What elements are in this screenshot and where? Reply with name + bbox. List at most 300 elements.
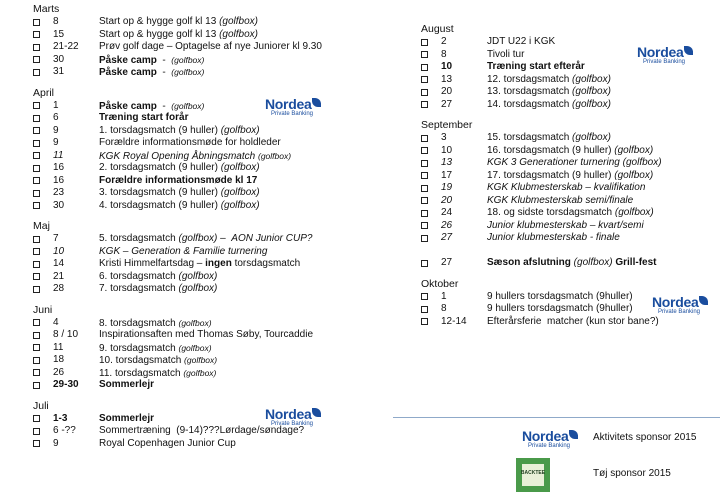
event-date: 13 (441, 157, 453, 168)
event-row (33, 162, 413, 175)
event-text-part: Sæson afslutning (487, 257, 574, 268)
event-text-part: Tivoli tur (487, 48, 525, 60)
event-text-part: 5. torsdagsmatch (99, 233, 179, 244)
event-text-part: 1. torsdagsmatch (9 huller) (99, 124, 221, 136)
checkbox-icon[interactable] (421, 172, 428, 179)
month-section (33, 304, 413, 392)
event-date: 2 (441, 36, 447, 47)
event-text-part: Grill-fest (612, 257, 657, 268)
event-text (487, 207, 654, 220)
event-row (421, 86, 716, 99)
event-date: 21 (53, 270, 65, 282)
event-text-part: Prøv golf dage – Optagelse af nye Juniorer kl 9.30 (99, 41, 322, 52)
event-text-part: JDT U22 i KGK (487, 36, 556, 47)
event-text (487, 157, 662, 170)
event-row (33, 175, 413, 188)
event-date: 6 (53, 112, 59, 123)
event-text (99, 100, 204, 114)
checkbox-icon[interactable] (421, 135, 428, 142)
checkbox-icon[interactable] (33, 382, 40, 389)
checkbox-icon[interactable] (421, 39, 428, 46)
event-text (99, 41, 322, 54)
checkbox-icon[interactable] (421, 64, 428, 71)
event-date: 11 (53, 149, 64, 161)
logo-name: Nordea (265, 96, 312, 112)
event-row (33, 271, 413, 284)
event-text (487, 74, 611, 87)
logo-sub: Private Banking (658, 309, 701, 315)
month-heading: August (421, 23, 454, 35)
event-date: 1 (441, 290, 447, 302)
event-date: 11 (53, 341, 64, 353)
event-text-part: 11. torsdagsmatch (99, 367, 184, 379)
event-row (33, 54, 413, 67)
logo-sub: Private Banking (528, 443, 571, 449)
event-row (421, 207, 716, 220)
event-text-part: (golfbox) (614, 169, 654, 181)
event-date: 8 / 10 (53, 329, 79, 340)
event-text-part: 7. torsdagsmatch (99, 283, 179, 294)
logo-name: Nordea (265, 406, 312, 422)
event-text-part: 9 hullers torsdagsmatch (9huller) (487, 303, 633, 314)
event-text (487, 132, 611, 145)
event-row (421, 232, 716, 245)
month-heading: September (421, 119, 473, 131)
event-text-part: (golfbox) (178, 270, 218, 282)
checkbox-icon[interactable] (33, 56, 40, 63)
event-text-part: (golfbox) (572, 98, 611, 110)
month-section (421, 119, 716, 270)
event-text-part: KGK 3 Generationer turnering (487, 157, 623, 168)
logo-name: Nordea (637, 44, 684, 60)
month-section (33, 87, 413, 213)
event-row (33, 233, 413, 246)
event-row (33, 200, 413, 213)
event-date: 21-22 (53, 41, 79, 52)
event-date: 19 (441, 182, 453, 193)
checkbox-icon[interactable] (421, 222, 428, 229)
event-text-part: (golfbox) (220, 124, 260, 136)
event-date: 27 (441, 232, 453, 243)
event-text-part: 4. torsdagsmatch (9 huller) (99, 199, 221, 211)
event-date: 8 (441, 48, 447, 60)
event-text (99, 271, 217, 284)
event-text-part: - (156, 54, 172, 66)
event-text-part: (golfbox) (220, 162, 260, 173)
event-date: 8 (53, 16, 59, 27)
event-row (33, 100, 413, 113)
event-date: 27 (441, 257, 453, 268)
event-row (33, 329, 413, 342)
event-text-part: 6. torsdagsmatch (99, 270, 179, 282)
event-text-part: (golfbox) (178, 342, 212, 353)
event-date: 23 (53, 187, 65, 198)
event-row (33, 317, 413, 330)
event-text-part: Sommerlejr (99, 379, 155, 390)
event-date: 13 (441, 73, 453, 85)
tshirt-logo-text: BACKTEE (520, 470, 546, 476)
event-text (487, 291, 633, 304)
checkbox-icon[interactable] (421, 235, 428, 242)
event-text (99, 29, 258, 42)
event-text-part: KGK Klubmesterskab semi/finale (487, 194, 634, 206)
event-row (33, 125, 413, 138)
event-text-part: (golfbox) (572, 86, 611, 97)
checkbox-icon[interactable] (421, 89, 428, 96)
event-date: 6 -?? (53, 425, 76, 436)
nordea-logo (265, 96, 331, 122)
event-text-part: (golfbox) (622, 157, 662, 168)
event-text (99, 187, 260, 200)
event-text (99, 379, 154, 392)
event-text (99, 438, 236, 451)
event-text-part: (golfbox) (220, 187, 260, 198)
checkbox-icon[interactable] (33, 190, 40, 197)
event-text (487, 182, 645, 195)
event-text (487, 316, 659, 329)
event-date: 16 (53, 174, 65, 186)
event-date: 24 (441, 207, 453, 218)
checkbox-icon[interactable] (421, 76, 428, 83)
event-text (99, 137, 281, 150)
event-text-part: 10. torsdagsmatch (99, 355, 185, 366)
checkbox-icon[interactable] (421, 293, 428, 300)
checkbox-icon[interactable] (33, 44, 40, 51)
event-text (99, 258, 300, 271)
event-text-part: 9 hullers torsdagsmatch (9huller) (487, 290, 633, 302)
event-text-part: – (217, 233, 232, 244)
event-text-part: Påske camp (99, 100, 157, 112)
logo-sub: Private Banking (271, 421, 314, 427)
checkbox-icon[interactable] (33, 19, 40, 26)
month-heading: Juli (33, 399, 49, 412)
event-text-part: (golfbox) (614, 207, 654, 218)
event-text-part: Start op & hygge golf kl 13 (99, 28, 220, 40)
event-text-part: KGK – Generation & Familie turnering (99, 245, 268, 257)
spacer (421, 245, 716, 258)
checkbox-icon[interactable] (33, 357, 40, 364)
event-row (33, 150, 413, 163)
event-date: 18 (53, 354, 65, 365)
event-text-part: 3. torsdagsmatch (9 huller) (99, 187, 221, 198)
checkbox-icon[interactable] (33, 140, 40, 147)
event-date: 27 (441, 98, 453, 110)
event-text-part: Sommerlejr (99, 412, 155, 424)
event-text-part: (golfbox) (219, 28, 258, 40)
event-text (99, 354, 217, 368)
event-text (99, 413, 154, 426)
event-text-part: 14. torsdagsmatch (487, 98, 573, 110)
checkbox-icon[interactable] (33, 261, 40, 268)
checkbox-icon[interactable] (421, 318, 428, 325)
event-date: 10 (53, 245, 65, 257)
event-date: 9 (53, 437, 59, 449)
event-date: 14 (53, 258, 65, 269)
event-text (487, 195, 633, 208)
event-row (33, 137, 413, 150)
event-row (33, 367, 413, 380)
event-text (99, 200, 260, 213)
event-row (33, 66, 413, 79)
checkbox-icon[interactable] (421, 160, 428, 167)
event-text-part: (golfbox) (184, 355, 218, 365)
event-row (421, 195, 716, 208)
nordea-logo (522, 428, 588, 454)
month-section (33, 220, 413, 296)
event-text (487, 220, 644, 233)
event-row (33, 187, 413, 200)
checkbox-icon[interactable] (33, 165, 40, 172)
event-text-part: (golfbox) (572, 132, 611, 143)
event-row (421, 132, 716, 145)
event-date: 9 (53, 137, 59, 148)
event-text-part: ingen (205, 258, 232, 269)
event-text (99, 329, 313, 342)
left-column (33, 3, 413, 458)
event-text-part: (golfbox) (171, 54, 205, 65)
event-text-part: Forældre informationsmøde kl 17 (99, 174, 258, 186)
clothing-sponsor-label: Tøj sponsor 2015 (593, 468, 671, 479)
checkbox-icon[interactable] (33, 415, 40, 422)
checkbox-icon[interactable] (33, 319, 40, 326)
checkbox-icon[interactable] (33, 369, 40, 376)
event-text (99, 54, 204, 68)
event-row (421, 74, 716, 87)
event-text-part: Inspirationsaften med Thomas Søby, Tourcaddie (99, 329, 314, 340)
event-date: 26 (53, 366, 65, 378)
event-text (487, 99, 611, 112)
logo-sub: Private Banking (643, 59, 686, 65)
checkbox-icon[interactable] (33, 102, 40, 109)
event-date: 30 (53, 53, 65, 65)
month-section (33, 3, 413, 79)
event-text-part: Efterårsferie matcher (kun stor bane?) (487, 315, 659, 327)
event-row (33, 438, 413, 451)
nordea-logo (637, 44, 703, 70)
activity-sponsor-label: Aktivitets sponsor 2015 (593, 432, 697, 443)
checkbox-icon[interactable] (421, 197, 428, 204)
event-date: 30 (53, 199, 65, 211)
checkbox-icon[interactable] (33, 127, 40, 134)
event-text-part: Junior klubmesterskab – kvart/semi (487, 219, 644, 231)
event-text-part: - (156, 100, 172, 112)
checkbox-icon[interactable] (421, 210, 428, 217)
checkbox-icon[interactable] (33, 152, 40, 159)
checkbox-icon[interactable] (33, 440, 40, 447)
event-text (99, 125, 260, 138)
event-text-part: Sommertræning (9-14)???Lørdage/søndage? (99, 425, 305, 436)
event-text-part: KGK Royal Opening Åbningsmatch (99, 150, 258, 162)
event-text (99, 16, 258, 29)
event-text (99, 233, 312, 246)
event-row (33, 41, 413, 54)
event-row (421, 220, 716, 233)
logo-sub: Private Banking (271, 111, 314, 117)
event-text-part: 17. torsdagsmatch (9 huller) (487, 169, 615, 181)
event-row (33, 354, 413, 367)
event-date: 20 (441, 194, 453, 206)
logo-mark (699, 296, 708, 305)
event-date: 16 (53, 162, 65, 173)
event-date: 20 (441, 86, 453, 97)
event-date: 17 (441, 169, 453, 181)
event-text-part: Royal Copenhagen Junior Cup (99, 437, 236, 449)
checkbox-icon[interactable] (421, 51, 428, 58)
event-date: 28 (53, 283, 65, 294)
logo-mark (684, 46, 693, 55)
checkbox-icon[interactable] (421, 101, 428, 108)
month-section (33, 400, 413, 451)
event-text (99, 150, 291, 164)
nordea-logo (652, 294, 718, 320)
event-text (487, 257, 656, 270)
checkbox-icon[interactable] (421, 306, 428, 313)
event-text (487, 61, 585, 74)
event-date: 1 (53, 99, 59, 111)
logo-mark (312, 98, 321, 107)
event-row (33, 258, 413, 271)
checkbox-icon[interactable] (33, 248, 40, 255)
event-date: 7 (53, 233, 59, 244)
checkbox-icon[interactable] (33, 273, 40, 280)
event-row (421, 99, 716, 112)
event-text (99, 66, 204, 80)
event-text-part: Start op & hygge golf kl 13 (99, 16, 220, 27)
checkbox-icon[interactable] (33, 177, 40, 184)
event-text-part: Påske camp (99, 67, 157, 78)
event-date: 29-30 (53, 379, 79, 390)
event-text-part: (golfbox) (572, 73, 611, 85)
event-text-part: (golfbox) (183, 367, 217, 378)
event-text-part: KGK Klubmesterskab – kvalifikation (487, 182, 646, 193)
checkbox-icon[interactable] (33, 428, 40, 435)
event-row (33, 16, 413, 29)
event-row (33, 342, 413, 355)
tshirt-sponsor-logo (516, 458, 550, 492)
event-text-part: - (156, 67, 172, 78)
event-date: 3 (441, 132, 447, 143)
event-text-part: (golfbox) (178, 317, 212, 328)
event-text (99, 112, 188, 125)
month-heading: Juni (33, 303, 53, 316)
event-text (487, 36, 555, 49)
event-text (99, 175, 257, 188)
checkbox-icon[interactable] (33, 69, 40, 76)
checkbox-icon[interactable] (421, 185, 428, 192)
event-text-part: 8. torsdagsmatch (99, 317, 179, 329)
event-text-part: Forældre informationsmøde for holdleder (99, 137, 281, 148)
event-text-part: 15. torsdagsmatch (487, 132, 573, 143)
checkbox-icon[interactable] (33, 202, 40, 209)
event-text-part: (golfbox) (257, 150, 292, 161)
event-date: 31 (53, 66, 65, 77)
event-row (421, 157, 716, 170)
event-date: 10 (441, 61, 453, 72)
event-date: 1-3 (53, 412, 68, 424)
logo-mark (569, 430, 578, 439)
event-text-part: Træning start forår (99, 112, 189, 123)
event-text-part: 16. torsdagsmatch (9 huller) (487, 144, 615, 156)
event-text-part: 18. og sidste torsdagsmatch (487, 207, 615, 218)
month-heading: Oktober (421, 277, 459, 290)
event-text-part: Junior klubmesterskab - finale (487, 232, 620, 243)
event-text-part: Påske camp (99, 54, 157, 66)
logo-name: Nordea (522, 428, 569, 444)
checkbox-icon[interactable] (33, 332, 40, 339)
event-text-part: (golfbox) (573, 257, 613, 268)
divider-line (393, 417, 720, 418)
checkbox-icon[interactable] (33, 31, 40, 38)
event-text (99, 283, 217, 296)
event-date: 12-14 (441, 315, 467, 327)
event-row (33, 283, 413, 296)
event-row (33, 425, 413, 438)
month-heading: April (33, 86, 55, 99)
event-date: 15 (53, 28, 65, 40)
event-text (99, 162, 260, 175)
event-text-part: Kristi Himmelfartsdag – (99, 258, 206, 269)
logo-name: Nordea (652, 294, 699, 310)
event-date: 4 (53, 316, 59, 328)
event-text (487, 303, 633, 316)
event-text (99, 342, 212, 356)
event-text-part: (golfbox) (220, 199, 260, 211)
event-text-part: (golfbox) (219, 16, 258, 27)
event-date: 8 (441, 303, 447, 314)
event-text-part: (golfbox) (614, 144, 654, 156)
event-row (421, 182, 716, 195)
event-row (33, 29, 413, 42)
event-text (487, 232, 620, 245)
event-text (487, 49, 524, 62)
event-text-part: 12. torsdagsmatch (487, 73, 573, 85)
checkbox-icon[interactable] (33, 286, 40, 293)
event-text (487, 86, 611, 99)
month-heading: Marts (33, 3, 60, 15)
event-text (99, 367, 216, 381)
event-text (99, 246, 267, 259)
event-text-part: (golfbox) (178, 233, 218, 244)
checkbox-icon[interactable] (421, 147, 428, 154)
event-text-part: (golfbox) (171, 100, 205, 111)
event-text-part: 13. torsdagsmatch (487, 86, 573, 97)
event-row (33, 379, 413, 392)
event-text-part: torsdagsmatch (231, 258, 301, 269)
event-date: 26 (441, 219, 453, 231)
event-row (33, 112, 413, 125)
checkbox-icon[interactable] (421, 260, 428, 267)
event-text-part: 2. torsdagsmatch (9 huller) (99, 162, 221, 173)
event-date: 9 (53, 124, 59, 136)
event-text (99, 317, 212, 331)
checkbox-icon[interactable] (33, 344, 40, 351)
event-text-part: Træning start efterår (487, 61, 585, 72)
event-text (487, 170, 653, 183)
checkbox-icon[interactable] (33, 115, 40, 122)
event-row (421, 145, 716, 158)
event-text-part: (golfbox) (178, 283, 218, 294)
checkbox-icon[interactable] (33, 236, 40, 243)
month-heading: Maj (33, 220, 50, 232)
nordea-logo (265, 406, 331, 432)
event-row (33, 413, 413, 426)
event-row (421, 170, 716, 183)
event-text-part: 9. torsdagsmatch (99, 342, 179, 354)
event-text-part: AON Junior CUP? (231, 233, 313, 244)
event-date: 10 (441, 144, 453, 156)
event-row (421, 257, 716, 270)
event-text (487, 145, 653, 158)
